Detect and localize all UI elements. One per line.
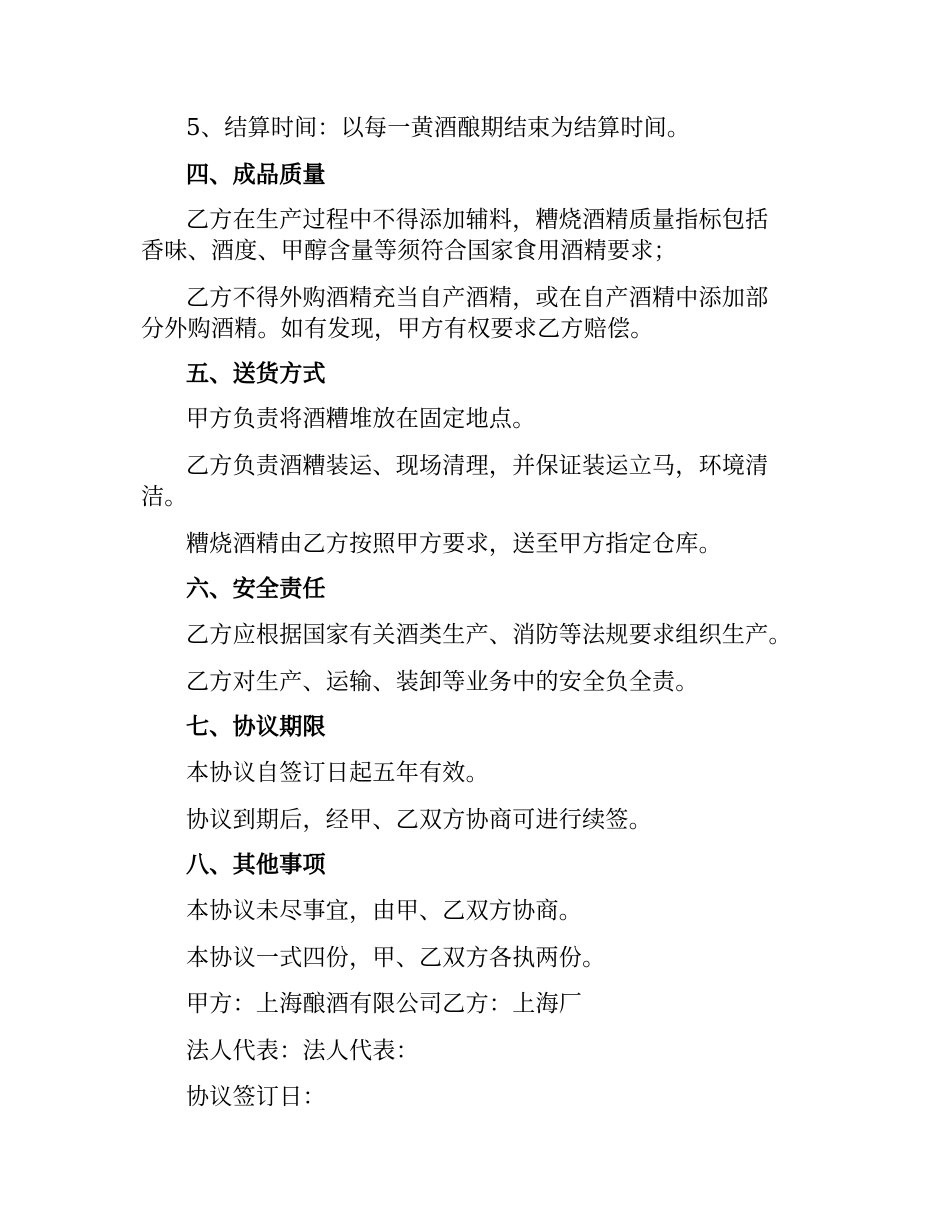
signature-parties: 甲方：上海酿酒有限公司乙方：上海厂 xyxy=(186,991,583,1017)
paragraph-line: 乙方不得外购酒精充当自产酒精，或在自产酒精中添加部 xyxy=(186,285,769,311)
paragraph-line: 协议到期后，经甲、乙双方协商可进行续签。 xyxy=(186,807,652,833)
paragraph-line: 乙方负责酒糟装运、现场清理，并保证装运立马，环境清 xyxy=(186,453,769,479)
paragraph-line: 洁。 xyxy=(141,484,188,510)
section-heading-other: 八、其他事项 xyxy=(186,852,326,878)
clause-settlement-time: 5、结算时间：以每一黄酒酿期结束为结算时间。 xyxy=(186,115,691,141)
signature-date: 协议签订日： xyxy=(186,1084,326,1110)
paragraph-line: 乙方在生产过程中不得添加辅料，糟烧酒精质量指标包括 xyxy=(186,207,769,233)
paragraph-line: 本协议一式四份，甲、乙双方各执两份。 xyxy=(186,945,606,971)
section-heading-safety: 六、安全责任 xyxy=(186,576,326,602)
paragraph-line: 分外购酒精。如有发现，甲方有权要求乙方赔偿。 xyxy=(141,316,654,342)
signature-representatives: 法人代表：法人代表： xyxy=(186,1038,419,1064)
paragraph-line: 本协议自签订日起五年有效。 xyxy=(186,760,489,786)
section-heading-term: 七、协议期限 xyxy=(186,714,326,740)
section-heading-quality: 四、成品质量 xyxy=(186,162,326,188)
paragraph-line: 香味、酒度、甲醇含量等须符合国家食用酒精要求； xyxy=(141,238,677,264)
paragraph-line: 乙方应根据国家有关酒类生产、消防等法规要求组织生产。 xyxy=(186,622,792,648)
paragraph-line: 本协议未尽事宜，由甲、乙双方协商。 xyxy=(186,898,583,924)
paragraph-line: 乙方对生产、运输、装卸等业务中的安全负全责。 xyxy=(186,669,699,695)
paragraph-line: 甲方负责将酒糟堆放在固定地点。 xyxy=(186,406,536,432)
section-heading-delivery: 五、送货方式 xyxy=(186,361,326,387)
paragraph-line: 糟烧酒精由乙方按照甲方要求，送至甲方指定仓库。 xyxy=(186,531,722,557)
